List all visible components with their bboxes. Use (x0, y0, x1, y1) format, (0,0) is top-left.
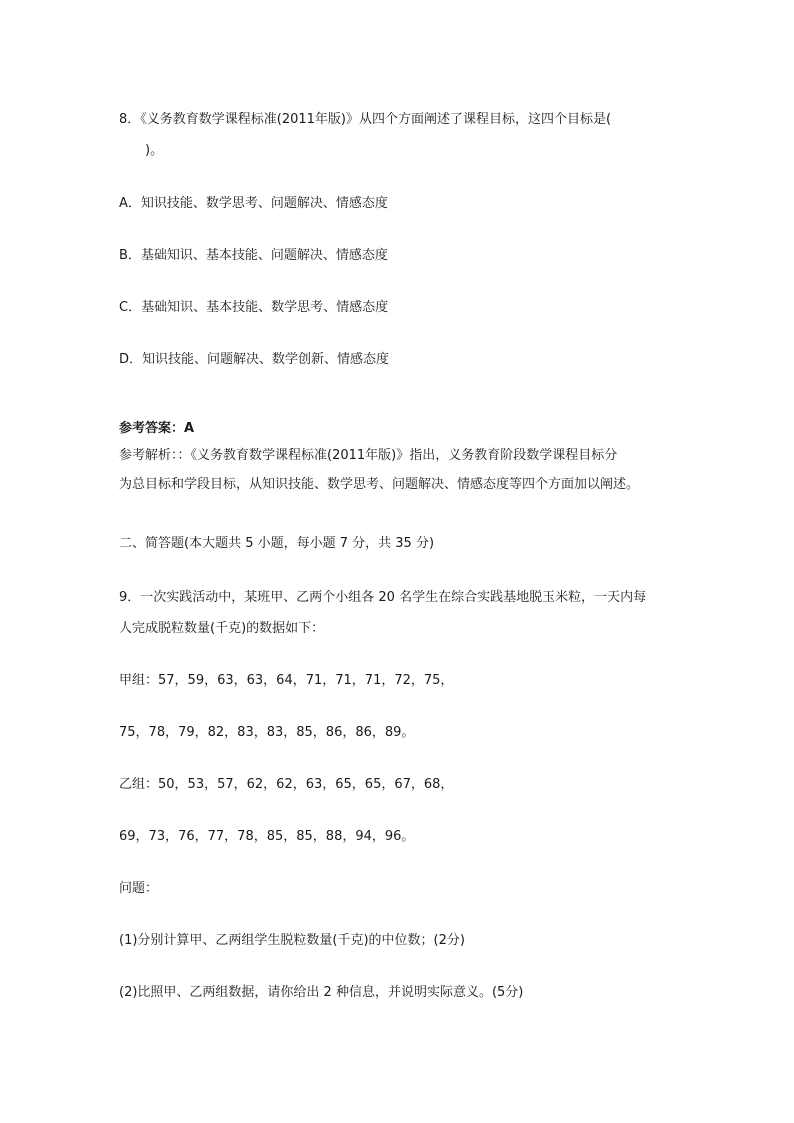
q8-answer: 参考答案：A (119, 421, 195, 436)
q8-stem-line2: )。 (119, 143, 164, 158)
q9-stem-line2: 人完成脱粒数量(千克)的数据如下： (119, 621, 325, 636)
q9-group-a-line2: 75，78，79，82，83，83，85，86，86，89。 (119, 725, 415, 740)
q9-group-b-line2: 69，73，76，77，78，85，85，88，94，96。 (119, 829, 415, 844)
q8-option-c: C．基础知识、基本技能、数学思考、情感态度 (119, 300, 389, 315)
q8-stem-line1: 8．《义务教育数学课程标准(2011年版)》从四个方面阐述了课程目标，这四个目标是( (119, 112, 612, 127)
q9-sub-question-2: (2)比照甲、乙两组数据，请你给出 2 种信息，并说明实际意义。(5分) (119, 985, 524, 1000)
q8-option-a: A．知识技能、数学思考、问题解决、情感态度 (119, 196, 388, 211)
q8-option-b: B．基础知识、基本技能、问题解决、情感态度 (119, 248, 388, 263)
q8-analysis-line2: 为总目标和学段目标，从知识技能、数学思考、问题解决、情感态度等四个方面加以阐述。 (119, 477, 640, 492)
q9-stem-line1: 9．一次实践活动中，某班甲、乙两个小组各 20 名学生在综合实践基地脱玉米粒，一天内每 (119, 590, 647, 605)
q9-group-b-line1: 乙组：50，53，57，62，62，63，65，65，67，68， (119, 777, 454, 792)
q9-question-label: 问题： (119, 881, 159, 896)
q8-analysis-line1: 参考解析：：《义务教育数学课程标准(2011年版)》指出，义务教育阶段数学课程目标分 (119, 448, 618, 463)
q9-group-a-line1: 甲组：57，59，63，63，64，71，71，71，72，75， (119, 673, 454, 688)
q8-option-d: D．知识技能、问题解决、数学创新、情感态度 (119, 352, 390, 367)
section-heading: 二、简答题(本大题共 5 小题，每小题 7 分，共 35 分) (119, 536, 435, 551)
q9-sub-question-1: (1)分别计算甲、乙两组学生脱粒数量(千克)的中位数；(2分) (119, 933, 465, 948)
